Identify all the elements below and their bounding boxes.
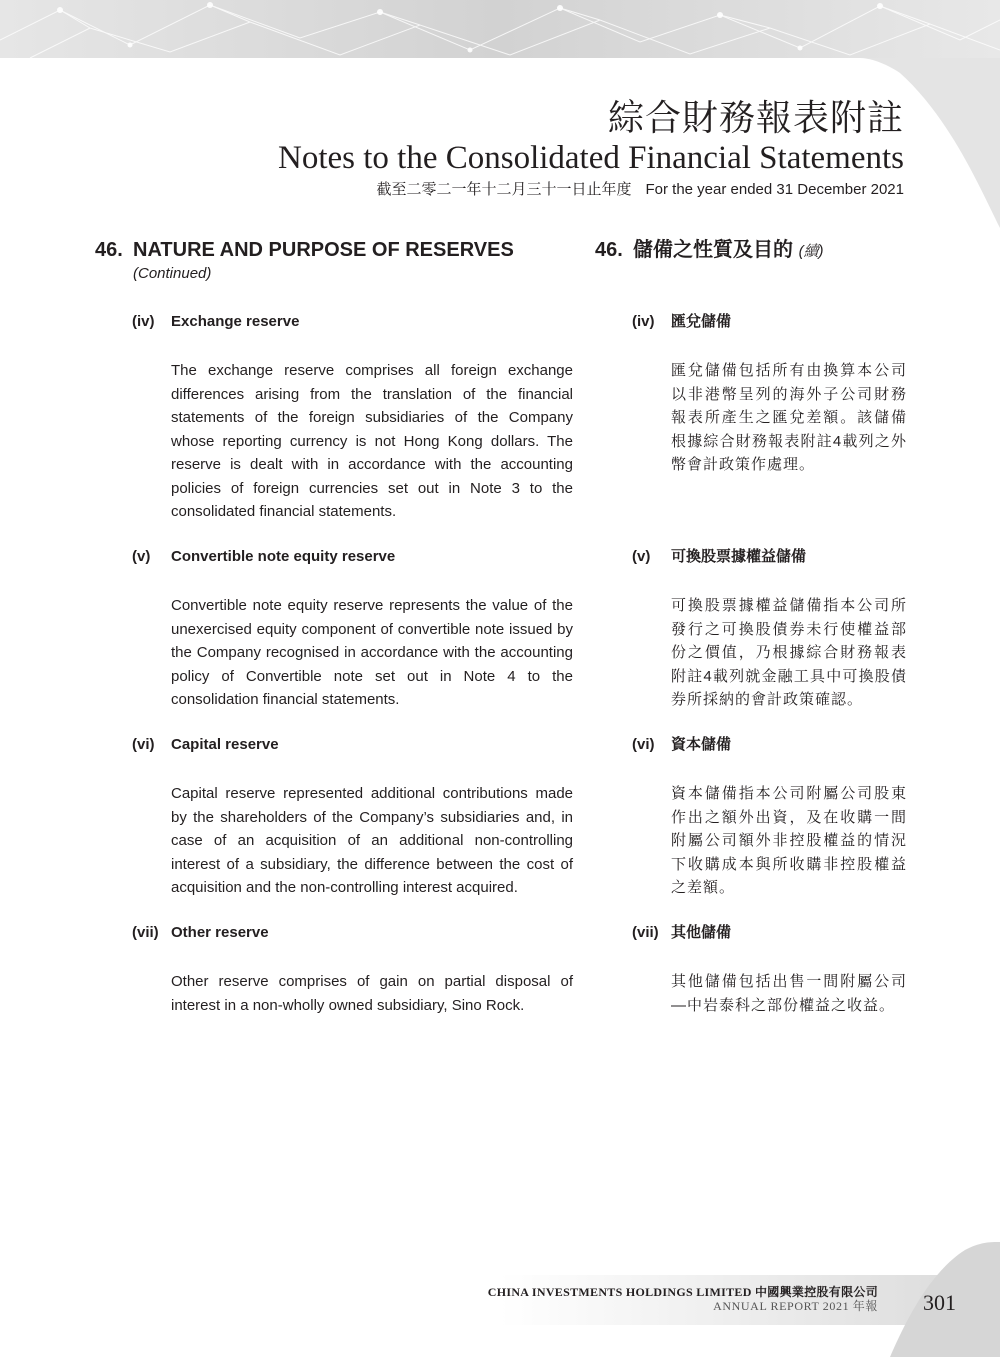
item-number: (v) [132,548,151,565]
reserve-item-other-zh [632,923,907,1017]
footer-report-label: ANNUAL REPORT 2021 年報 [713,1299,878,1313]
item-heading: 資本儲備 [671,736,732,753]
decorative-header-band [0,0,1000,58]
item-heading: Exchange reserve [171,313,300,330]
reserve-item-capital-en [132,735,573,900]
header-period [278,180,904,200]
item-body: Capital reserve represented additional contributions made by the shareholders of the Company’s subsidiaries and, in case of an acquisition of an additional non-controlling interest of a subsidiary, the difference between the cost of acquisition and the non-controlling interest acquired. [171,785,573,896]
reserve-item-convertible-zh [632,547,907,712]
item-number: (vi) [632,736,655,753]
period-zh: 截至二零二一年十二月三十一日止年度 [376,181,632,198]
item-number: (iv) [132,313,155,330]
page-number: 301 [923,1290,956,1315]
footer-company [488,1285,878,1313]
item-number: (vii) [632,924,659,941]
reserve-item-other-en [132,923,573,1017]
item-body: 其他儲備包括出售一間附屬公司—中岩泰科之部份權益之收益。 [671,973,907,1014]
header-title-zh: 綜合財務報表附註 [607,98,904,139]
continued-label-zh: (續) [798,243,824,260]
item-body: Other reserve comprises of gain on partial disposal of interest in a non-wholly owned subsidiary, Sino Rock. [171,973,573,1014]
item-heading: 匯兌儲備 [671,313,732,330]
item-number: (v) [632,548,651,565]
item-body: 資本儲備指本公司附屬公司股東作出之額外出資，及在收購一間附屬公司額外非控股權益的情況下收購成本與所收購非控股權益之差額。 [671,785,907,896]
item-heading: 其他儲備 [671,924,732,941]
section-title-zh [595,236,907,266]
item-number: (iv) [632,313,655,330]
chinese-column [595,236,907,1014]
item-number: (vii) [132,924,159,941]
english-column [95,236,573,1014]
reserve-item-capital-zh [632,735,907,900]
reserve-item-exchange-zh [632,312,907,477]
header-title-en: Notes to the Consolidated Financial Statements [278,140,904,176]
continued-label-en: (Continued) [133,265,212,282]
item-body: The exchange reserve comprises all foreign exchange differences arising from the translation of the financial statements of the foreign subsidiaries of the Company whose reporting currency is not Hong Kong dollars. The reserve is dealt with in accordance with the accounting policies of foreign currencies set out in Note 3 to the consolidated financial statements. [171,362,573,520]
section-heading-zh: 儲備之性質及目的 [633,239,793,261]
section-heading-en: NATURE AND PURPOSE OF RESERVES [133,239,514,261]
reserve-item-exchange-en [132,312,573,524]
item-body: Convertible note equity reserve represents the value of the unexercised equity component of convertible note issued by the Company recognised in accordance with the accounting policy of Convertible note set out in Note 4 to the consolidation financial statements. [171,597,573,708]
item-heading: Capital reserve [171,736,279,753]
period-en: For the year ended 31 December 2021 [645,181,904,198]
page-header [278,98,904,200]
section-title-en [95,236,573,264]
section-number-en: 46. [95,239,123,261]
item-body: 匯兌儲備包括所有由換算本公司以非港幣呈列的海外子公司財務報表所產生之匯兌差額。該儲備根據綜合財務報表附註4載列之外幣會計政策作處理。 [671,362,907,473]
item-heading: Convertible note equity reserve [171,548,396,565]
section-number-zh: 46. [595,239,623,261]
item-number: (vi) [132,736,155,753]
item-body: 可換股票據權益儲備指本公司所發行之可換股債券未行使權益部份之價值，乃根據綜合財務報表附註4載列就金融工具中可換股債券所採納的會計政策確認。 [671,597,907,708]
reserve-item-convertible-en [132,547,573,712]
item-heading: Other reserve [171,924,269,941]
footer-company-name: CHINA INVESTMENTS HOLDINGS LIMITED 中國興業控股有限公司 [487,1285,878,1299]
item-heading: 可換股票據權益儲備 [671,548,807,565]
